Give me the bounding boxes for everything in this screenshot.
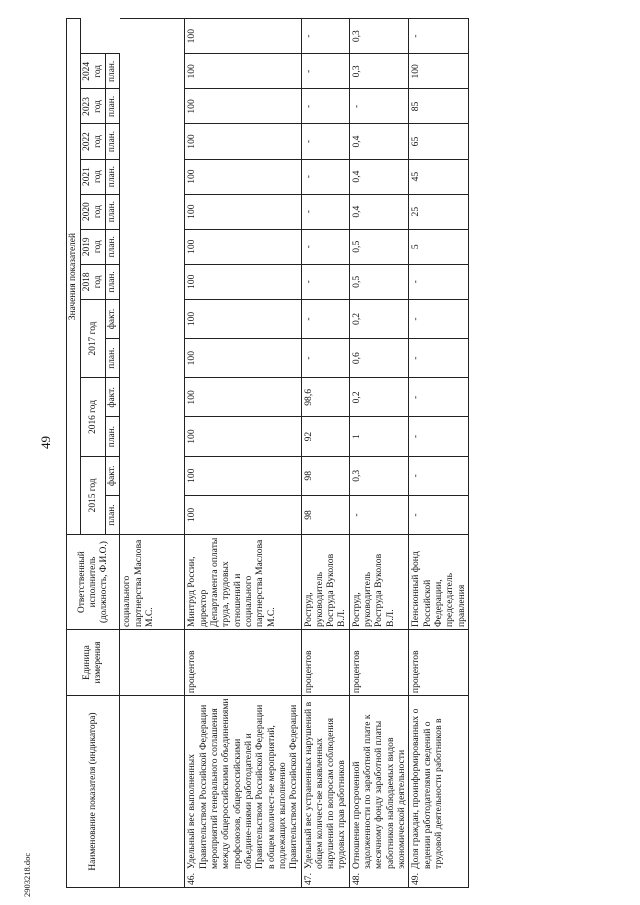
header-fact: факт.: [106, 378, 120, 417]
value-cell: 0,3: [349, 54, 409, 89]
value-cell: 100: [185, 124, 301, 159]
value-cell: -: [301, 229, 349, 264]
header-year-2020: 2020 год: [81, 194, 106, 229]
header-plan: план.: [106, 417, 120, 456]
value-cell: -: [301, 124, 349, 159]
value-cell: -: [301, 339, 349, 378]
header-plan: план.: [106, 264, 120, 299]
value-cell: 1: [349, 417, 409, 456]
row-unit: процентов: [185, 630, 301, 696]
row-responsible: Роструд, руководитель Роструда Вуколов В.Л.: [301, 535, 349, 630]
continuation-responsible: социального партнерства Маслова М.С.: [120, 535, 185, 630]
value-cell: 0,6: [349, 339, 409, 378]
value-cell: -: [409, 264, 469, 299]
header-name: Наименование показателя (индикатора): [67, 696, 120, 888]
header-year-2022: 2022 год: [81, 124, 106, 159]
row-unit: процентов: [349, 630, 409, 696]
value-cell: 98: [301, 456, 349, 495]
rotated-table-container: [66, 18, 621, 888]
document-footer: 2903218.doc: [22, 852, 32, 897]
value-cell: 100: [185, 54, 301, 89]
table-row: [409, 19, 469, 888]
value-cell: 100: [185, 89, 301, 124]
value-cell: 45: [409, 159, 469, 194]
value-cell: 0,5: [349, 264, 409, 299]
value-cell: -: [301, 89, 349, 124]
header-year-2015: 2015 год: [81, 456, 106, 534]
value-cell: 0,2: [349, 299, 409, 338]
header-plan: план.: [106, 89, 120, 124]
value-cell: -: [409, 19, 469, 54]
page-number: 49: [38, 436, 53, 449]
row-number: 47.: [301, 869, 349, 888]
table-row: [185, 19, 301, 888]
header-year-2018: 2018 год: [81, 264, 106, 299]
value-cell: -: [409, 456, 469, 495]
row-unit: процентов: [301, 630, 349, 696]
value-cell: 0,4: [349, 159, 409, 194]
value-cell: 100: [185, 264, 301, 299]
value-cell: -: [301, 19, 349, 54]
header-year-2023: 2023 год: [81, 89, 106, 124]
value-cell: 0,5: [349, 229, 409, 264]
row-responsible: Минтруд России, директор Департамента оплаты труда, трудовых отношений и социального партнерства Маслова М.С.: [185, 535, 301, 630]
row-indicator-name: Удельный вес выполненных Правительством Российской Федерации мероприятий генерального соглашения между общероссийскими объединениями профсоюзов, общероссийскими объедине-ниями работодателей и Правительством Российской Федерации в общем количест-ве мероприятий, подлежащих выполнению Правительством Российской Федерации: [185, 696, 301, 869]
value-cell: 0,4: [349, 194, 409, 229]
value-cell: 100: [185, 229, 301, 264]
value-cell: -: [409, 299, 469, 338]
value-cell: 0,4: [349, 124, 409, 159]
row-unit: процентов: [409, 630, 469, 696]
value-cell: -: [301, 264, 349, 299]
value-cell: -: [349, 495, 409, 534]
value-cell: 25: [409, 194, 469, 229]
indicators-table: [66, 18, 469, 888]
header-year-2016: 2016 год: [81, 378, 106, 456]
row-responsible: Роструд, руководитель Роструда Вуколов В.Л.: [349, 535, 409, 630]
table-row: [301, 19, 349, 888]
value-cell: -: [301, 159, 349, 194]
value-cell: 100: [185, 339, 301, 378]
header-responsible: Ответственный исполнитель (должность, Ф.И.О.): [67, 535, 120, 630]
value-cell: -: [409, 378, 469, 417]
value-cell: 98,6: [301, 378, 349, 417]
header-plan: план.: [106, 495, 120, 534]
value-cell: 0,3: [349, 19, 409, 54]
value-cell: -: [409, 417, 469, 456]
value-cell: 98: [301, 495, 349, 534]
header-fact: факт.: [106, 456, 120, 495]
header-year-2019: 2019 год: [81, 229, 106, 264]
value-cell: 92: [301, 417, 349, 456]
value-cell: -: [301, 194, 349, 229]
value-cell: -: [301, 54, 349, 89]
value-cell: 100: [185, 299, 301, 338]
value-cell: 100: [185, 378, 301, 417]
row-number: 48.: [349, 869, 409, 888]
header-values: Значения показателей: [67, 19, 81, 535]
value-cell: 100: [185, 194, 301, 229]
value-cell: 65: [409, 124, 469, 159]
header-plan: план.: [106, 54, 120, 89]
value-cell: -: [409, 495, 469, 534]
value-cell: 100: [185, 495, 301, 534]
header-plan: план.: [106, 124, 120, 159]
value-cell: 100: [185, 159, 301, 194]
header-plan: план.: [106, 339, 120, 378]
table-row: [349, 19, 409, 888]
header-plan: план.: [106, 159, 120, 194]
value-cell: 100: [185, 19, 301, 54]
header-year-2021: 2021 год: [81, 159, 106, 194]
value-cell: 100: [185, 456, 301, 495]
header-year-2024: 2024 год: [81, 54, 106, 89]
row-responsible: Пенсионный фонд Российской Федерации, председатель правления: [409, 535, 469, 630]
value-cell: 100: [409, 54, 469, 89]
row-number: 46.: [185, 869, 301, 888]
row-indicator-name: Удельный вес устраненных нарушений в общем количест-ве выявленных нарушений по вопросам соблюдения трудовых прав работников: [301, 696, 349, 869]
header-plan: план.: [106, 229, 120, 264]
value-cell: -: [349, 89, 409, 124]
value-cell: 5: [409, 229, 469, 264]
value-cell: 100: [185, 417, 301, 456]
value-cell: -: [301, 299, 349, 338]
value-cell: -: [409, 339, 469, 378]
value-cell: 0,3: [349, 456, 409, 495]
header-unit: Единица измерения: [67, 630, 120, 696]
header-year-2017: 2017 год: [81, 299, 106, 377]
continuation-row: [120, 19, 185, 888]
row-indicator-name: Доля граждан, проинформированных о ведении работодателями сведений о трудовой деятельности работников в: [409, 696, 469, 869]
value-cell: 85: [409, 89, 469, 124]
row-number: 49.: [409, 869, 469, 888]
header-plan: план.: [106, 194, 120, 229]
header-fact: факт.: [106, 299, 120, 338]
row-indicator-name: Отношение просроченной задолженности по заработной плате к месячному фонду заработной платы работников наблюдаемых видов экономической деятельности: [349, 696, 409, 869]
value-cell: 0,2: [349, 378, 409, 417]
